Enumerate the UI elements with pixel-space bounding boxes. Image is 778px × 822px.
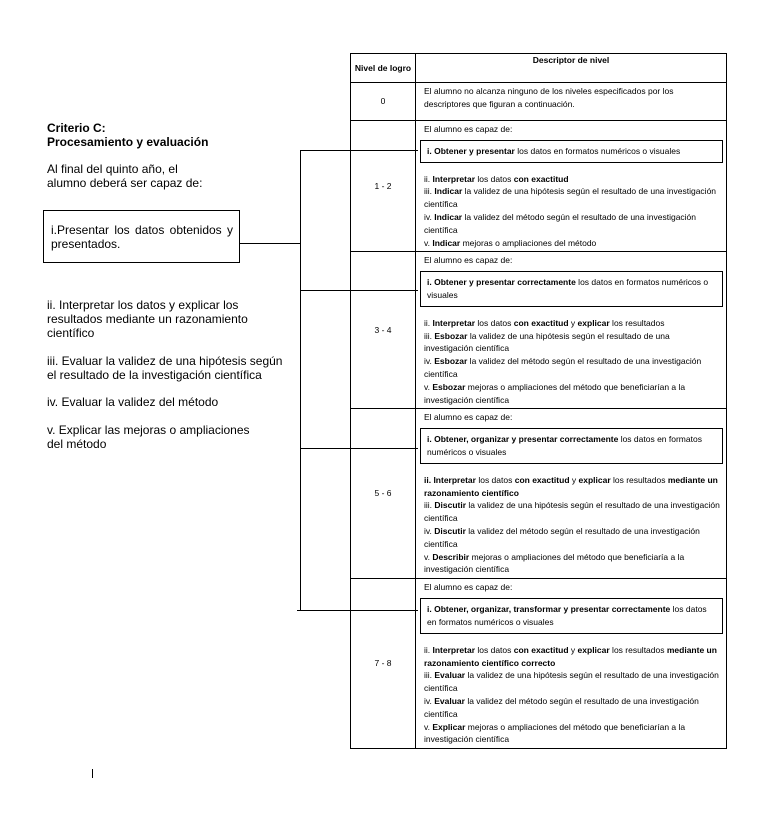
connector-vertical — [300, 150, 301, 610]
descriptor-ii: ii. Interpretar los datos con exactitud y explicar los resultados — [424, 317, 665, 328]
rubric-table — [350, 53, 727, 749]
descriptor-iii: iii. Esbozar la validez de una hipótesis según el resultado de una investigación científica — [424, 330, 670, 354]
level-cell: 1 - 2 — [351, 121, 416, 252]
descriptor-cell — [416, 252, 727, 409]
connector-horizontal — [240, 243, 301, 244]
descriptor-iii: iii. Evaluar la validez de una hipótesis según el resultado de una investigación científica — [424, 670, 719, 694]
objective-i-box: i.Presentar los datos obtenidos y presentados. — [43, 210, 240, 263]
descriptor-cell — [416, 579, 727, 749]
descriptor-objective-i-box: i. Obtener, organizar, transformar y presentar correctamente los datos en formatos numéricos o visuales — [420, 598, 723, 634]
descriptor-v: v. Explicar mejoras o ampliaciones del método que beneficiarían a la investigación científica — [424, 721, 686, 745]
table-row — [351, 409, 727, 579]
descriptor-v: v. Esbozar mejoras o ampliaciones del método que beneficiarían a la investigación científica — [424, 381, 686, 405]
intro-line2: alumno deberá ser capaz de: — [47, 176, 203, 190]
descriptor-ii: ii. Interpretar los datos con exactitud y explicar los resultados mediante un razonamiento científico correcto — [424, 644, 717, 668]
objective-iv: iv. Evaluar la validez del método — [47, 395, 219, 409]
descriptor-objective-i-box: i. Obtener y presentar los datos en formatos numéricos o visuales — [420, 140, 723, 163]
criterion-intro — [47, 162, 247, 190]
descriptor-iv: iv. Indicar la validez del método según el resultado de una investigación científica — [424, 211, 697, 235]
objective-v: v. Explicar las mejoras o ampliaciones del método — [47, 423, 250, 451]
header-descriptor: Descriptor de nivel — [416, 54, 727, 83]
objective-iii: iii. Evaluar la validez de una hipótesis según el resultado de la investigación científica — [47, 354, 283, 382]
intro-line1: Al final del quinto año, el — [47, 162, 178, 176]
criterion-title — [47, 121, 208, 149]
table-row — [351, 121, 727, 252]
descriptor-ii: ii. Interpretar los datos con exactitud — [424, 173, 569, 184]
table-row — [351, 579, 727, 749]
descriptor-iv: iv. Discutir la validez del método según el resultado de una investigación científica — [424, 525, 700, 549]
descriptor-intro: El alumno es capaz de: — [424, 412, 513, 423]
descriptor-cell: El alumno no alcanza ninguno de los niveles especificados por los descriptores que figuran a continuación. — [416, 83, 727, 121]
level-cell: 3 - 4 — [351, 252, 416, 409]
descriptor-iv: iv. Evaluar la validez del método según el resultado de una investigación científica — [424, 695, 699, 719]
objective-ii: ii. Interpretar los datos y explicar los resultados mediante un razonamiento científico — [47, 298, 248, 340]
descriptor-iii: iii. Discutir la validez de una hipótesis según el resultado de una investigación científica — [424, 500, 720, 524]
level-cell: 5 - 6 — [351, 409, 416, 579]
criterion-title-line1: Criterio C: — [47, 121, 106, 135]
descriptor-intro: El alumno es capaz de: — [424, 255, 513, 266]
descriptor-intro: El alumno es capaz de: — [424, 582, 513, 593]
descriptor-objective-i-box: i. Obtener y presentar correctamente los datos en formatos numéricos o visuales — [420, 271, 723, 307]
descriptor-cell — [416, 121, 727, 252]
header-level: Nivel de logro — [351, 54, 416, 83]
text-cursor-mark — [92, 769, 93, 778]
table-header-row — [351, 54, 727, 83]
descriptor-iii: iii. Indicar la validez de una hipótesis según el resultado de una investigación científica — [424, 186, 717, 210]
descriptor-iv: iv. Esbozar la validez del método según el resultado de una investigación científica — [424, 356, 702, 379]
table-row — [351, 83, 727, 121]
descriptor-v: v. Indicar mejoras o ampliaciones del método — [424, 237, 597, 248]
descriptor-cell — [416, 409, 727, 579]
criterion-title-line2: Procesamiento y evaluación — [47, 135, 209, 149]
table-row — [351, 252, 727, 409]
level-cell: 7 - 8 — [351, 579, 416, 749]
descriptor-objective-i-box: i. Obtener, organizar y presentar correctamente los datos en formatos numéricos o visuales — [420, 428, 723, 464]
descriptor-ii: ii. Interpretar los datos con exactitud y explicar los resultados mediante un razonamiento científico — [424, 474, 718, 498]
level-cell: 0 — [351, 83, 416, 121]
descriptor-intro: El alumno es capaz de: — [424, 124, 513, 134]
descriptor-v: v. Describir mejoras o ampliaciones del método que beneficiaría a la investigación científica — [424, 551, 685, 575]
